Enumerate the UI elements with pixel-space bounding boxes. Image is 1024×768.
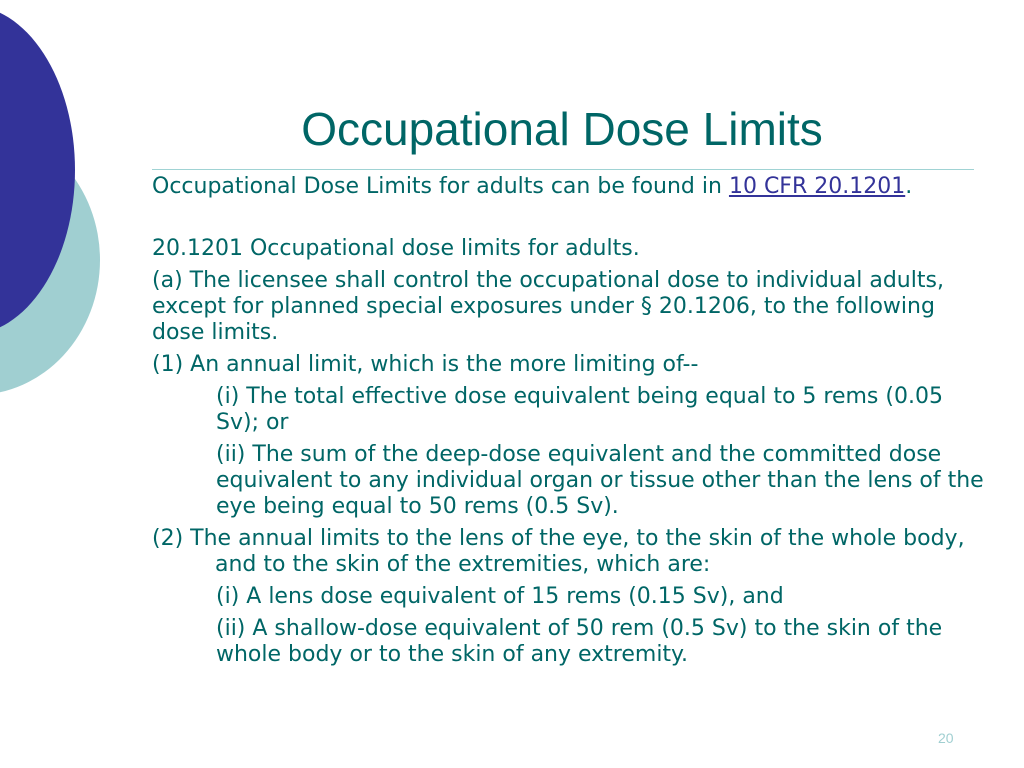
paragraph-1-ii: (ii) The sum of the deep-dose equivalent and the committed dose equivalent to any individual organ or tissue other than the lens of the eye being equal to 50 rems (0.5 Sv). (216, 442, 984, 519)
paragraph-2-ii: (ii) A shallow-dose equivalent of 50 rem (0.5 Sv) to the skin of the whole body or to the skin of any extremity. (216, 616, 943, 667)
cfr-link[interactable]: 10 CFR 20.1201 (728, 174, 906, 199)
paragraph-1: (1) An annual limit, which is the more limiting of-- (152, 352, 699, 377)
slide-body (152, 174, 992, 668)
slide-number: 20 (938, 730, 954, 746)
intro-text: Occupational Dose Limits for adults can be found in (152, 174, 729, 199)
paragraph-2: (2) The annual limits to the lens of the eye, to the skin of the whole body, and to the skin of the extremities, which are: (152, 526, 965, 577)
paragraph-2-i: (i) A lens dose equivalent of 15 rems (0.15 Sv), and (216, 584, 784, 609)
paragraph-a: (a) The licensee shall control the occupational dose to individual adults, except for planned special exposures under § 20.1206, to the following dose limits. (152, 268, 944, 345)
slide-title: Occupational Dose Limits (301, 103, 823, 155)
paragraph-1-i: (i) The total effective dose equivalent being equal to 5 rems (0.05 Sv); or (216, 384, 943, 435)
intro-suffix: . (905, 174, 913, 199)
intro-paragraph (152, 174, 992, 200)
title-divider (152, 169, 974, 170)
regulation-heading: 20.1201 Occupational dose limits for adults. (152, 236, 640, 261)
